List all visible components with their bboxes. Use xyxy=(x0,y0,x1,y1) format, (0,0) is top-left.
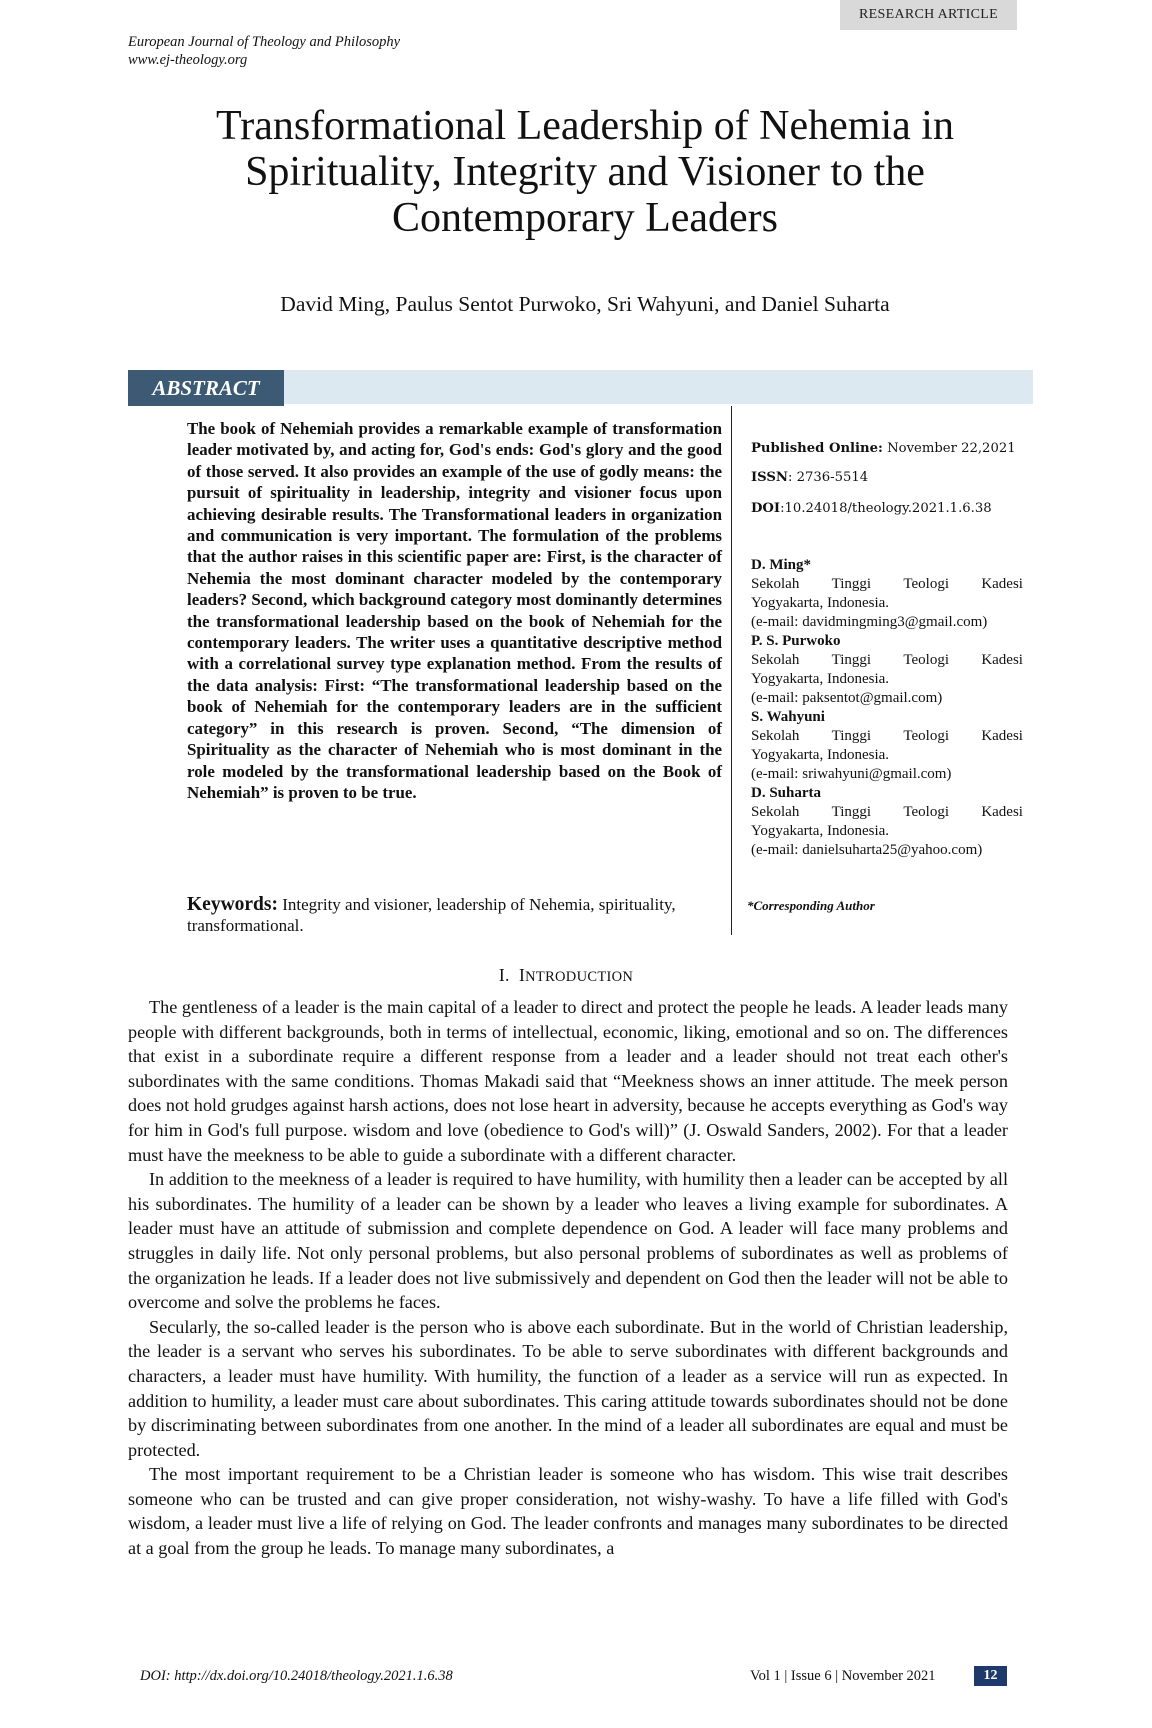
journal-header xyxy=(128,33,400,69)
institution-word: Tinggi xyxy=(831,804,872,820)
section-heading xyxy=(0,965,1132,986)
doi-value[interactable]: :10.24018/theology.2021.1.6.38 xyxy=(780,501,992,516)
author-name: D. Suharta xyxy=(751,785,822,801)
paragraph: The most important requirement to be a Christian leader is someone who has wisdom. This wise trait describes someone who can be trusted and can give proper consideration, not wishy-washy. To have a life filled with God's wisdom, a leader must live a life of relying on God. The leader confronts and manages many subordinates to be directed at a goal from the group he leads. To manage many subordinates, a xyxy=(128,1464,1008,1559)
author-name: S. Wahyuni xyxy=(751,709,825,725)
institution-word: Teologi xyxy=(903,804,950,820)
institution-word: Kadesi xyxy=(981,652,1023,668)
institution-word: Kadesi xyxy=(981,804,1023,820)
institution-word: Kadesi xyxy=(981,728,1023,744)
author-name: P. S. Purwoko xyxy=(751,633,841,649)
paper-title xyxy=(150,103,1020,241)
author-email[interactable]: (e-mail: sriwahyuni@gmail.com) xyxy=(751,766,952,782)
institution xyxy=(751,575,1023,594)
institution-word: Tinggi xyxy=(831,652,872,668)
author-list: David Ming, Paulus Sentot Purwoko, Sri Wahyuni, and Daniel Suharta xyxy=(280,292,890,316)
institution-word: Sekolah xyxy=(751,576,800,592)
column-divider xyxy=(731,406,732,935)
institution-word: Sekolah xyxy=(751,728,800,744)
paragraph: Secularly, the so-called leader is the person who is above each subordinate. But in the world of Christian leadership, the leader is a servant who serves his subordinates. To be able to serve subordinates with different backgrounds and characters, a leader must have humility. With humility, the function of a leader as a service will run as expected. In addition to humility, a leader must care about subordinates. This caring attitude towards subordinates should not be done by discriminating between subordinates from one another. In the mind of a leader all subordinates are equal and must be protected. xyxy=(128,1316,1008,1460)
section-number: I. xyxy=(498,965,510,985)
institution-word: Teologi xyxy=(903,652,950,668)
doi xyxy=(751,501,1023,516)
affiliation-block xyxy=(751,556,1023,632)
published-date: November 22,2021 xyxy=(887,441,1016,456)
affiliation-block xyxy=(751,708,1023,784)
page-number: 12 xyxy=(974,1666,1007,1686)
section-title-rest: NTRODUCTION xyxy=(525,969,634,985)
title-line: Spirituality, Integrity and Visioner to the xyxy=(245,149,925,195)
journal-name: European Journal of Theology and Philosophy xyxy=(128,34,401,50)
section-title-initial: I xyxy=(519,965,526,985)
title-line: Transformational Leadership of Nehemia in xyxy=(216,103,954,149)
footer-doi[interactable]: DOI: http://dx.doi.org/10.24018/theology.2021.1.6.38 xyxy=(140,1668,453,1684)
institution xyxy=(751,727,1023,746)
paragraph: The gentleness of a leader is the main capital of a leader to direct and protect the people he leads. A leader leads many people with different backgrounds, both in terms of intellectual, economic, liking, emotional and so on. The differences that exist in a subordinate require a different response from a leader and a leader should not treat each other's subordinates with the same conditions. Thomas Makadi said that “Meekness shows an inner attitude. The meek person does not hold grudges against harsh actions, does not lose heart in adversity, because he accepts everything as God's way for him in God's full purpose. wisdom and love (obedience to God's will)” (J. Oswald Sanders, 2002). For that a leader must have the meekness to be able to guide a subordinate with a different character. xyxy=(128,997,1008,1165)
article-type-badge: RESEARCH ARTICLE xyxy=(840,0,1017,30)
footer-volume: Vol 1 | Issue 6 | November 2021 xyxy=(750,1668,936,1684)
institution-location: Yogyakarta, Indonesia. xyxy=(751,595,890,611)
abstract-text: The book of Nehemiah provides a remarkable example of transformation leader motivated by, and acting for, God's ends: God's glory and the good of those served. It also provides an example of the use of godly means: the pursuit of spirituality in leadership, integrity and visioner focus upon achieving desirable results. The Transformational leaders in organization and communication is very important. The formulation of the problems that the author raises in this scientific paper are: First, is the character of Nehemia the most dominant character modeled by the contemporary leaders? Second, which background category most dominantly determines the transformational leadership based on the book of Nehemiah for the contemporary leaders. The writer uses a quantitative descriptive method with a correlational survey type explanation method. From the results of the data analysis: First: “The transformational leadership based on the book of Nehemiah for the contemporary leaders are in the sufficient category” in this research is proven. Second, “The dimension of Spirituality as the character of Nehemiah who is most dominant in the role modeled by the transformational leadership based on the Book of Nehemiah” is proven to be true. xyxy=(187,419,722,802)
institution-word: Teologi xyxy=(903,728,950,744)
institution-location: Yogyakarta, Indonesia. xyxy=(751,671,890,687)
published-label: Published Online: xyxy=(751,441,883,456)
institution-word: Teologi xyxy=(903,576,950,592)
institution-location: Yogyakarta, Indonesia. xyxy=(751,747,890,763)
author-email[interactable]: (e-mail: paksentot@gmail.com) xyxy=(751,690,943,706)
doi-label: DOI xyxy=(751,501,781,516)
issn-value: : 2736-5514 xyxy=(787,470,869,485)
institution xyxy=(751,803,1023,822)
author-email[interactable]: (e-mail: danielsuharta25@yahoo.com) xyxy=(751,842,983,858)
affiliations xyxy=(751,556,1023,860)
journal-url[interactable]: www.ej-theology.org xyxy=(128,52,248,68)
affiliation-block xyxy=(751,784,1023,860)
body-text xyxy=(128,995,1008,1561)
published-online xyxy=(751,441,1023,456)
affiliation-block xyxy=(751,632,1023,708)
author-name: D. Ming* xyxy=(751,557,811,573)
abstract-heading: ABSTRACT xyxy=(128,370,284,406)
institution-word: Sekolah xyxy=(751,652,800,668)
issn-label: ISSN xyxy=(751,470,788,485)
institution-word: Tinggi xyxy=(831,728,872,744)
author-email[interactable]: (e-mail: davidmingming3@gmail.com) xyxy=(751,614,988,630)
institution-word: Kadesi xyxy=(981,576,1023,592)
institution-location: Yogyakarta, Indonesia. xyxy=(751,823,890,839)
institution xyxy=(751,651,1023,670)
corresponding-author-note: *Corresponding Author xyxy=(747,898,875,913)
issn xyxy=(751,470,1023,485)
keywords-label: Keywords: xyxy=(187,894,278,915)
keywords-text: Integrity and visioner, leadership of Nehemia, spirituality, transformational. xyxy=(187,895,676,935)
institution-word: Sekolah xyxy=(751,804,800,820)
paragraph: In addition to the meekness of a leader is required to have humility, with humility then a leader can be accepted by all his subordinates. The humility of a leader can be shown by a leader who leaves a living example for subordinates. A leader must have an attitude of submission and complete dependence on God. A leader will face many problems and struggles in daily life. Not only personal problems, but also personal problems of subordinates as well as problems of the organization he leads. If a leader does not live submissively and dependent on God then the leader will not be able to overcome and solve the problems he faces. xyxy=(128,1169,1008,1313)
title-line: Contemporary Leaders xyxy=(391,195,779,241)
keywords xyxy=(187,894,727,936)
institution-word: Tinggi xyxy=(831,576,872,592)
